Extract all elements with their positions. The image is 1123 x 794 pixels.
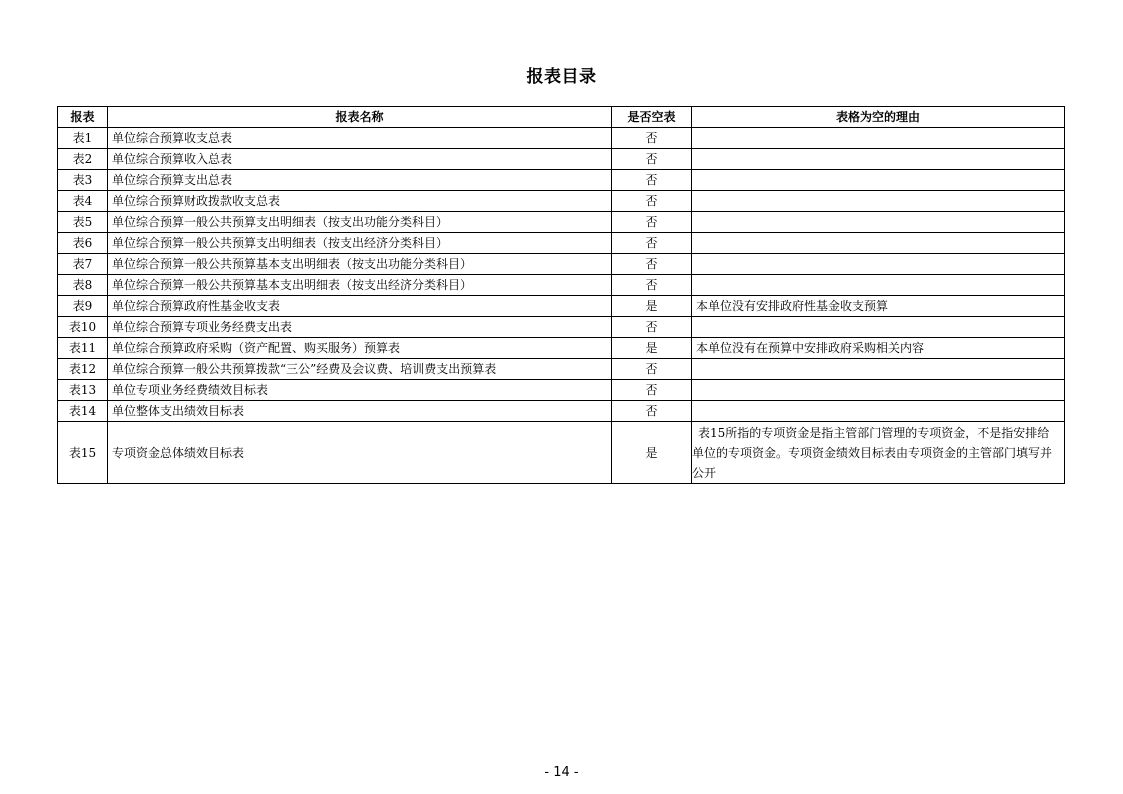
- report-no-cell: 表1: [58, 128, 108, 149]
- is-empty-cell: 否: [612, 359, 692, 380]
- report-no-cell: 表7: [58, 254, 108, 275]
- report-name-cell: 单位综合预算专项业务经费支出表: [108, 317, 612, 338]
- report-no-cell: 表12: [58, 359, 108, 380]
- report-no-cell: 表14: [58, 401, 108, 422]
- report-no-cell: 表8: [58, 275, 108, 296]
- report-name-cell: 单位综合预算收入总表: [108, 149, 612, 170]
- table-row: [58, 422, 1065, 484]
- is-empty-cell: 否: [612, 380, 692, 401]
- page-title: 报表目录: [526, 67, 597, 87]
- report-no-cell: 表9: [58, 296, 108, 317]
- empty-reason-cell: [692, 149, 1065, 170]
- report-name-cell: 单位综合预算财政拨款收支总表: [108, 191, 612, 212]
- report-no-cell: 表10: [58, 317, 108, 338]
- report-name-cell: 单位整体支出绩效目标表: [108, 401, 612, 422]
- table-row: [58, 254, 1065, 275]
- report-name-cell: 单位专项业务经费绩效目标表: [108, 380, 612, 401]
- report-name-cell: 单位综合预算支出总表: [108, 170, 612, 191]
- is-empty-cell: 否: [612, 401, 692, 422]
- table-row: [58, 170, 1065, 191]
- empty-reason-cell: 本单位没有在预算中安排政府采购相关内容: [692, 338, 1065, 359]
- page-number: - 14 -: [544, 765, 579, 780]
- is-empty-cell: 否: [612, 149, 692, 170]
- is-empty-cell: 是: [612, 296, 692, 317]
- report-no-cell: 表4: [58, 191, 108, 212]
- table-row: [58, 275, 1065, 296]
- report-name-cell: 单位综合预算政府性基金收支表: [108, 296, 612, 317]
- is-empty-cell: 否: [612, 191, 692, 212]
- header-is-empty: 是否空表: [612, 107, 692, 128]
- report-no-cell: 表6: [58, 233, 108, 254]
- table-row: [58, 149, 1065, 170]
- empty-reason-cell: [692, 233, 1065, 254]
- report-name-cell: 单位综合预算一般公共预算支出明细表（按支出经济分类科目）: [108, 233, 612, 254]
- empty-reason-cell: 表15所指的专项资金是指主管部门管理的专项资金，不是指安排给单位的专项资金。专项资金绩效目标表由专项资金的主管部门填写并公开: [692, 422, 1065, 484]
- empty-reason-cell: [692, 254, 1065, 275]
- empty-reason-cell: [692, 380, 1065, 401]
- report-no-cell: 表5: [58, 212, 108, 233]
- table-row: [58, 128, 1065, 149]
- report-name-cell: 单位综合预算收支总表: [108, 128, 612, 149]
- table-row: [58, 359, 1065, 380]
- table-row: [58, 233, 1065, 254]
- report-no-cell: 表15: [58, 422, 108, 484]
- header-report-name: 报表名称: [108, 107, 612, 128]
- empty-reason-cell: [692, 191, 1065, 212]
- is-empty-cell: 否: [612, 254, 692, 275]
- is-empty-cell: 是: [612, 422, 692, 484]
- empty-reason-cell: [692, 275, 1065, 296]
- table-row: [58, 380, 1065, 401]
- empty-reason-cell: [692, 359, 1065, 380]
- empty-reason-cell: [692, 212, 1065, 233]
- empty-reason-cell: [692, 170, 1065, 191]
- header-empty-reason: 表格为空的理由: [692, 107, 1065, 128]
- empty-reason-cell: 本单位没有安排政府性基金收支预算: [692, 296, 1065, 317]
- report-no-cell: 表13: [58, 380, 108, 401]
- is-empty-cell: 否: [612, 128, 692, 149]
- is-empty-cell: 否: [612, 317, 692, 338]
- report-no-cell: 表3: [58, 170, 108, 191]
- report-catalog-table: [57, 106, 1065, 484]
- table-row: [58, 338, 1065, 359]
- is-empty-cell: 否: [612, 212, 692, 233]
- report-no-cell: 表11: [58, 338, 108, 359]
- empty-reason-cell: [692, 128, 1065, 149]
- report-name-cell: 单位综合预算一般公共预算基本支出明细表（按支出经济分类科目）: [108, 275, 612, 296]
- is-empty-cell: 否: [612, 233, 692, 254]
- report-name-cell: 单位综合预算一般公共预算基本支出明细表（按支出功能分类科目）: [108, 254, 612, 275]
- is-empty-cell: 是: [612, 338, 692, 359]
- table-row: [58, 191, 1065, 212]
- header-report-no: 报表: [58, 107, 108, 128]
- is-empty-cell: 否: [612, 275, 692, 296]
- empty-reason-cell: [692, 317, 1065, 338]
- report-name-cell: 单位综合预算一般公共预算拨款“三公”经费及会议费、培训费支出预算表: [108, 359, 612, 380]
- empty-reason-cell: [692, 401, 1065, 422]
- report-name-cell: 专项资金总体绩效目标表: [108, 422, 612, 484]
- table-row: [58, 212, 1065, 233]
- report-name-cell: 单位综合预算一般公共预算支出明细表（按支出功能分类科目）: [108, 212, 612, 233]
- table-row: [58, 401, 1065, 422]
- table-row: [58, 296, 1065, 317]
- report-no-cell: 表2: [58, 149, 108, 170]
- table-row: [58, 317, 1065, 338]
- is-empty-cell: 否: [612, 170, 692, 191]
- report-name-cell: 单位综合预算政府采购（资产配置、购买服务）预算表: [108, 338, 612, 359]
- table-header-row: [58, 107, 1065, 128]
